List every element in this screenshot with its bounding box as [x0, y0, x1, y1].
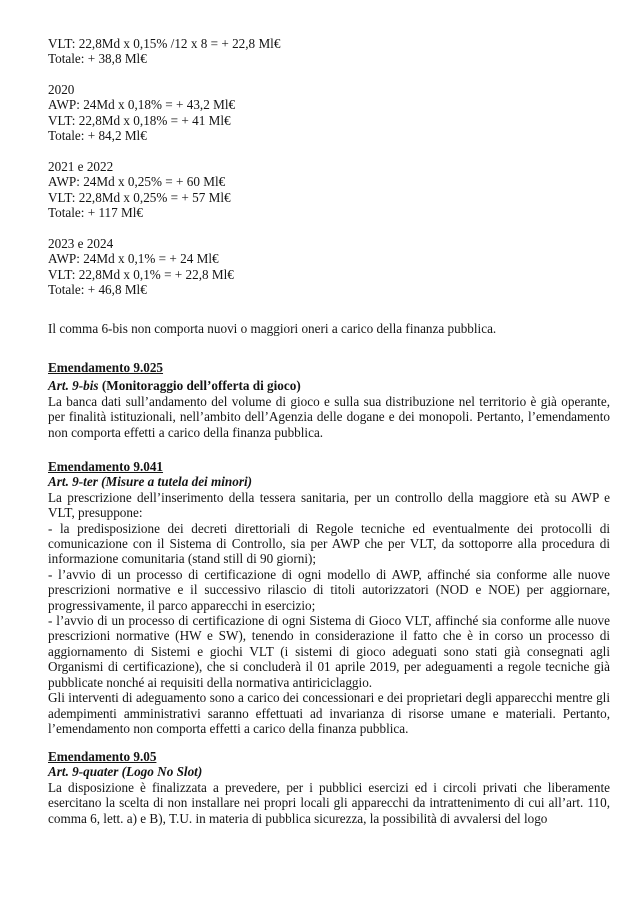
article-number: Art. 9-bis: [48, 378, 99, 394]
amendment-intro: La prescrizione dell’inserimento della tessera sanitaria, per un controllo della maggiore età su AWP e VLT, presuppone:: [48, 489, 610, 521]
amendment-9025: [48, 360, 610, 440]
amendment-905: [48, 749, 610, 826]
year-2021-block: [48, 159, 231, 221]
list-item: - l’avvio di un processo di certificazione di ogni Sistema di Gioco VLT, affinché sia conforme alle nuove prescrizioni normative (HW e SW), tenendo in considerazione il fatto che è in corso un processo di aggiornamento di Sistemi e giochi VLT (i sistemi di gioco adeguati sono stati già consegnati agli Organismi di certificazione), che si concluderà il 01 aprile 2019, per adeguamenti a regole tecniche già pubblicate nonché ai requisiti della normativa antiriciclaggio.: [48, 613, 610, 690]
amendment-closing: Gli interventi di adeguamento sono a carico dei concessionari e dei proprietari degli apparecchi mentre gli adempimenti amministrativi saranno effettuati ad invarianza di risorse umane e materiali. Pertanto, l’emendamento non comporta effetti a carico della finanza pubblica.: [48, 690, 610, 736]
calc-line-total: Totale: + 46,8 Ml€: [48, 282, 147, 298]
year-2020-block: [48, 82, 235, 144]
amendment-heading: Emendamento 9.025: [48, 360, 164, 375]
calc-line-vlt: VLT: 22,8Md x 0,18% = + 41 Ml€: [48, 112, 231, 128]
calc-line-awp: AWP: 24Md x 0,18% = + 43,2 Ml€: [48, 97, 236, 113]
year-2023-block: [48, 236, 234, 298]
article-title: [48, 378, 610, 393]
article-number: Art. 9-quater (Logo No Slot): [48, 764, 203, 780]
list-item: - l’avvio di un processo di certificazione di ogni modello di AWP, affinché sia conforme alle nuove prescrizioni normative e il successivo rilascio di titoli autorizzatori (NOD e NOE) per aggiornare, progressivamente, il parco apparecchi in esercizio;: [48, 566, 610, 613]
amendment-body: La banca dati sull’andamento del volume di gioco e sulla sua distribuzione nel territorio è già operante, per finalità istituzionali, nell’ambito dell’Agenzia delle dogane e dei monopoli. Pertanto, l’emendamento non comporta effetti a carico della finanza pubblica.: [48, 393, 610, 440]
calc-line-awp: AWP: 24Md x 0,1% = + 24 Ml€: [48, 251, 219, 267]
calc-line-vlt: VLT: 22,8Md x 0,25% = + 57 Ml€: [48, 189, 231, 205]
amendment-body: La disposizione è finalizzata a prevedere, per i pubblici esercizi ed i circoli privati che liberamente esercitano la scelta di non installare nei propri locali gli apparecchi da intrattenimento di cui all’art. 110, comma 6, lett. a) e B), T.U. in materia di pubblica sicurezza, la possibilità di avvalersi del logo: [48, 779, 610, 826]
article-subject: (Monitoraggio dell’offerta di gioco): [101, 378, 301, 394]
list-item: - la predisposizione dei decreti direttoriali di Regole tecniche ed eventualmente dei protocolli di comunicazione con il Sistema di Controllo, sia per AWP che per VLT, da sottoporre alla procedura di informazione comunitaria (stand still di 90 giorni);: [48, 520, 610, 567]
calc-line-total: Totale: + 117 Ml€: [48, 205, 144, 221]
calc-line-total: Totale: + 84,2 Ml€: [48, 128, 147, 144]
year-label: 2023 e 2024: [48, 236, 114, 251]
year-label: 2021 e 2022: [48, 159, 114, 174]
calc-top-block: [48, 36, 280, 67]
article-number: Art. 9-ter (Misure a tutela dei minori): [48, 474, 253, 490]
calc-line-vlt: VLT: 22,8Md x 0,15% /12 x 8 = + 22,8 Ml€: [48, 36, 281, 51]
year-label: 2020: [48, 82, 75, 97]
comma-note: [48, 321, 496, 336]
amendment-heading: Emendamento 9.041: [48, 459, 164, 474]
calc-line-total: Totale: + 38,8 Ml€: [48, 51, 147, 67]
calc-line-vlt: VLT: 22,8Md x 0,1% = + 22,8 Ml€: [48, 266, 234, 282]
calc-line-awp: AWP: 24Md x 0,25% = + 60 Ml€: [48, 174, 226, 190]
amendment-9041: [48, 459, 610, 736]
article-title: [48, 764, 610, 779]
amendment-heading: Emendamento 9.05: [48, 749, 157, 764]
article-title: [48, 474, 610, 489]
comma-note-text: Il comma 6-bis non comporta nuovi o maggiori oneri a carico della finanza pubblica.: [48, 321, 497, 336]
